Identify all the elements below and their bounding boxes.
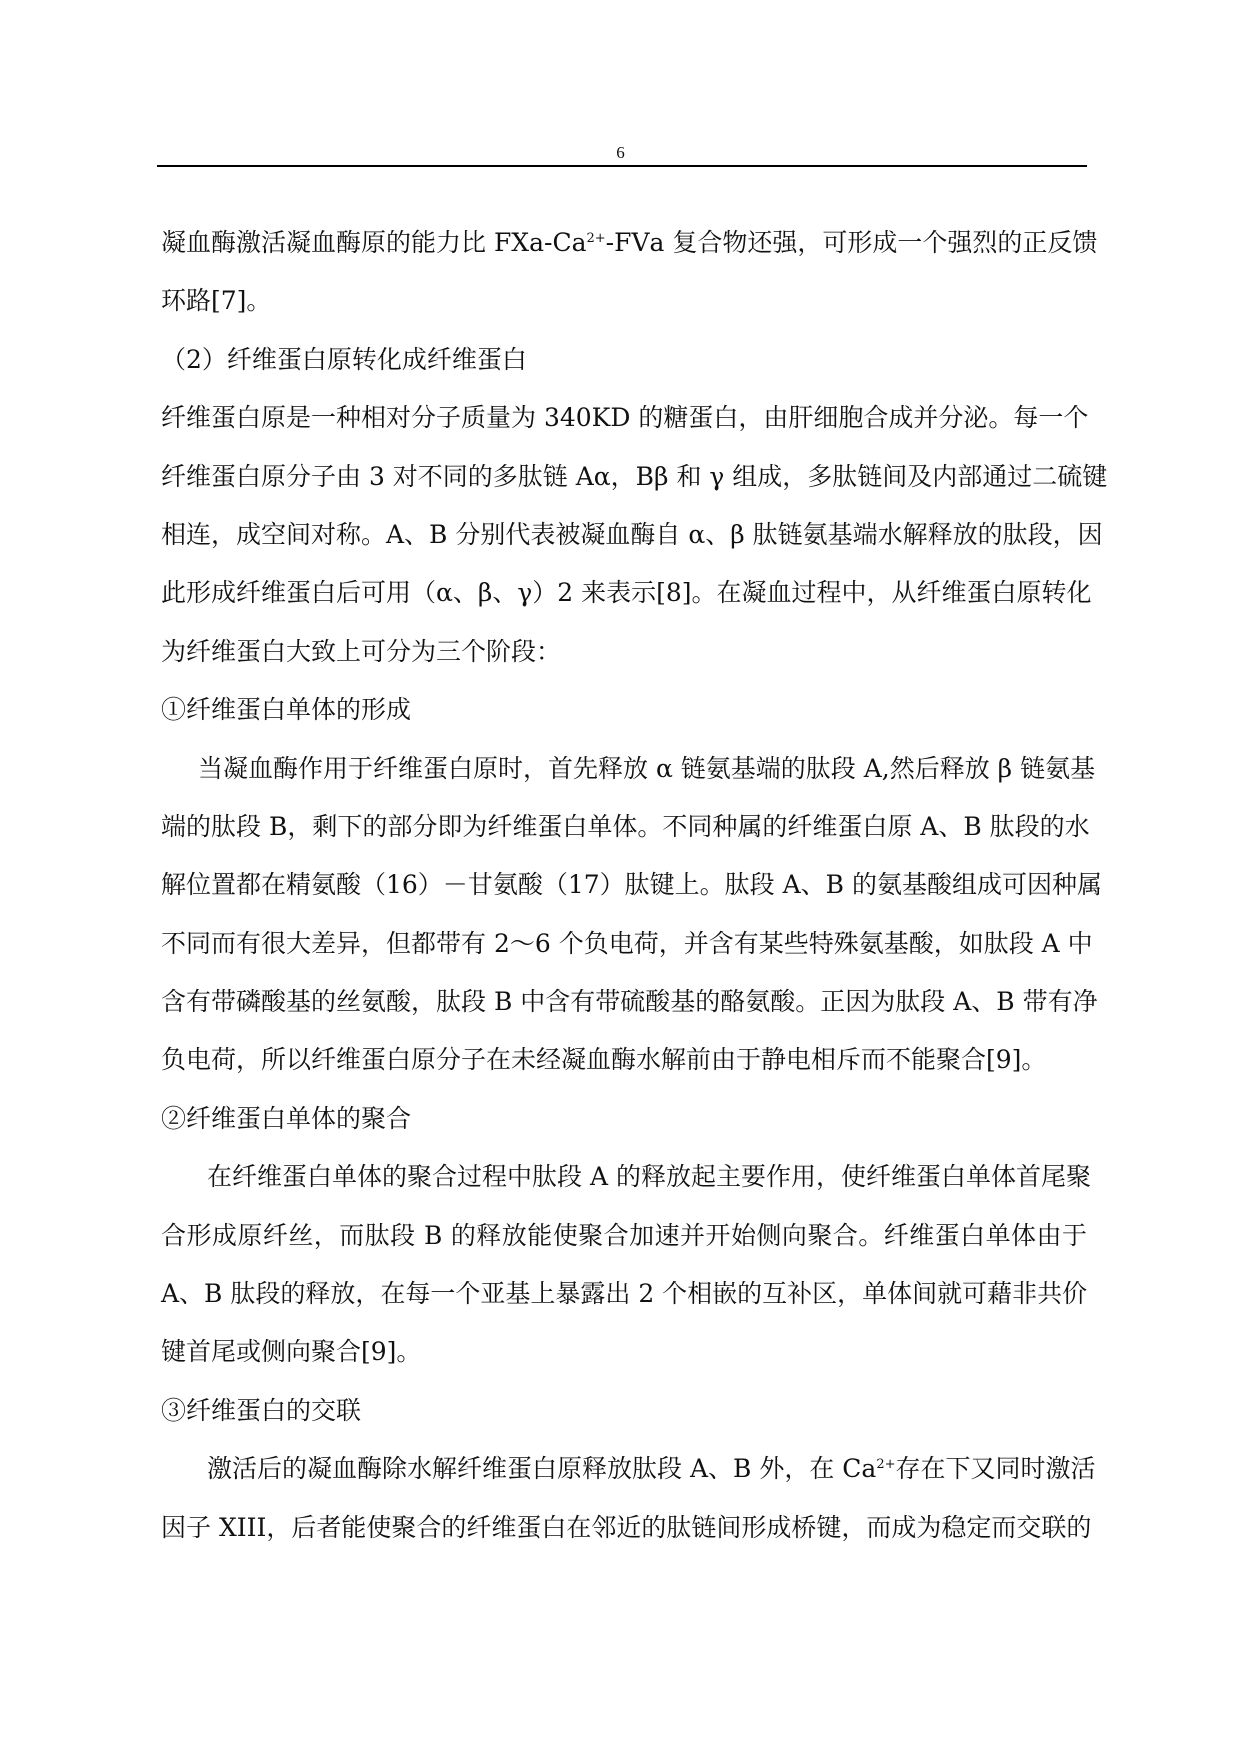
paragraph-line: 端的肽段 B，剩下的部分即为纤维蛋白单体。不同种属的纤维蛋白原 A、B 肽段的水	[161, 811, 1090, 841]
document-body	[161, 214, 1108, 1557]
text-run: 激活后的凝血酶除水解纤维蛋白原释放肽段 A、B 外，在 Ca	[207, 1454, 877, 1484]
paragraph-line: 当凝血酶作用于纤维蛋白原时，首先释放 α 链氨基端的肽段 A,然后释放 β 链氨基	[198, 753, 1096, 783]
text-run: -FⅤa 复合物还强，可形成一个强烈的正反馈	[605, 228, 1098, 257]
paragraph-line	[161, 1440, 1096, 1498]
paragraph-line: 键首尾或侧向聚合[9]。	[161, 1337, 422, 1367]
paragraph-line	[161, 214, 1098, 272]
header-rule	[157, 165, 1087, 167]
page-number: 6	[616, 143, 625, 162]
paragraph-line: 相连，成空间对称。A、B 分别代表被凝血酶自 α、β 肽链氨基端水解释放的肽段，因	[161, 519, 1103, 549]
subsection-heading: ③纤维蛋白的交联	[161, 1395, 362, 1425]
superscript: 2+	[876, 1457, 896, 1473]
paragraph-line: 环路[7]。	[161, 286, 272, 316]
paragraph-line: 负电荷，所以纤维蛋白原分子在未经凝血酶水解前由于静电相斥而不能聚合[9]。	[161, 1045, 1047, 1075]
paragraph-line: 不同而有很大差异，但都带有 2～6 个负电荷，并含有某些特殊氨基酸，如肽段 A 中	[161, 928, 1093, 958]
subsection-heading: ①纤维蛋白单体的形成	[161, 695, 412, 725]
text-run: 存在下又同时激活	[895, 1454, 1096, 1484]
paragraph-line: 纤维蛋白原是一种相对分子质量为 340KD 的糖蛋白，由肝细胞合成并分泌。每一个	[161, 403, 1089, 433]
paragraph-line: A、B 肽段的释放，在每一个亚基上暴露出 2 个相嵌的互补区，单体间就可藉非共价	[161, 1279, 1088, 1309]
superscript: 2+	[586, 231, 606, 246]
section-heading: （2）纤维蛋白原转化成纤维蛋白	[161, 344, 527, 374]
subsection-heading: ②纤维蛋白单体的聚合	[161, 1103, 412, 1133]
paragraph-line: 因子 XIII，后者能使聚合的纤维蛋白在邻近的肽链间形成桥键，而成为稳定而交联的	[161, 1512, 1092, 1542]
paragraph-line: 含有带磷酸基的丝氨酸，肽段 B 中含有带硫酸基的酪氨酸。正因为肽段 A、B 带有净	[161, 987, 1098, 1017]
paragraph-line: 此形成纤维蛋白后可用（α、β、γ）2 来表示[8]。在凝血过程中，从纤维蛋白原转化	[161, 578, 1092, 608]
paragraph-line: 纤维蛋白原分子由 3 对不同的多肽链 Aα，Bβ 和 γ 组成，多肽链间及内部通过二硫键	[161, 461, 1108, 491]
paragraph-line: 为纤维蛋白大致上可分为三个阶段：	[161, 636, 562, 666]
paragraph-line: 在纤维蛋白单体的聚合过程中肽段 A 的释放起主要作用，使纤维蛋白单体首尾聚	[207, 1162, 1091, 1192]
text-run: 凝血酶激活凝血酶原的能力比 FⅩa-Ca	[161, 228, 587, 257]
paragraph-line: 合形成原纤丝，而肽段 B 的释放能使聚合加速并开始侧向聚合。纤维蛋白单体由于	[161, 1220, 1087, 1250]
paragraph-line: 解位置都在精氨酸（16）－甘氨酸（17）肽键上。肽段 A、B 的氨基酸组成可因种属	[161, 870, 1102, 900]
